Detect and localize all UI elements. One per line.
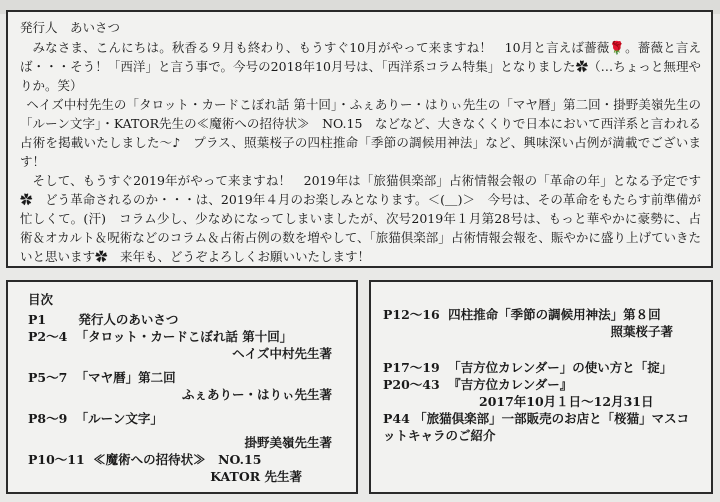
toc-page-range: P20～43 bbox=[383, 377, 440, 392]
table-of-contents-left bbox=[6, 280, 358, 494]
toc-entry-title: 「ルーン文字」 bbox=[75, 411, 163, 426]
toc-entry bbox=[383, 306, 697, 323]
toc-entry bbox=[28, 311, 342, 328]
toc-entry-author: ヘイズ中村先生著 bbox=[232, 346, 332, 361]
toc-entry bbox=[28, 369, 342, 386]
toc-page-range: P1 bbox=[28, 312, 47, 327]
greeting-paragraph-3: そして、もうすぐ2019年がやって来ますね！ 2019年は「旅猫倶楽部」占術情報会報の「革命の年」となる予定です✿ どう革命されるのか・・・は、2019年４月のお楽しみとなります。＜(＿)＞ 今号は、その革命をもたらす前準備が忙しくて。(汗) コラム少し、少なめになってしまいましたが、次号2019年１月第28号は、もっと華やかに豪勢に、占術＆オカルト＆呪術などのコラム＆占術占例の数を増やして、「旅猫倶楽部」占術情報会報を、賑やかに盛り上げていきたいと思います✿ 来年も、どうぞよろしくお願いいたします！ bbox=[20, 173, 701, 264]
greeting-heading: 発行人 あいさつ bbox=[20, 20, 121, 35]
toc-entry-title: 「マヤ暦」第二回 bbox=[75, 370, 176, 385]
toc-entry-title: ≪魔術への招待状≫ NO.15 bbox=[93, 452, 262, 467]
toc-entry bbox=[28, 451, 342, 468]
toc-entry-title: 『吉方位カレンダー』 bbox=[448, 377, 573, 392]
toc-page-range: P12～16 bbox=[383, 307, 440, 322]
toc-page-range: P5～7 bbox=[28, 370, 68, 385]
toc-entry bbox=[383, 410, 697, 444]
toc-entry-title: 「吉方位カレンダー」の使い方と「掟」 bbox=[448, 360, 673, 375]
toc-page-range: P2～4 bbox=[28, 329, 68, 344]
toc-entry-title: 四柱推命「季節の調候用神法」第８回 bbox=[448, 307, 661, 322]
toc-entry-author: 照葉桜子著 bbox=[610, 324, 673, 339]
toc-entry-author: ふぇありー・はりぃ先生著 bbox=[181, 387, 332, 402]
toc-entry bbox=[383, 359, 697, 376]
toc-page-range: P8～9 bbox=[28, 411, 68, 426]
toc-entry-title: 「タロット・カードこぼれ話 第十回」 bbox=[75, 329, 293, 344]
greeting-paragraph-1: みなさま、こんにちは。秋香る９月も終わり、もうすぐ10月がやって来ますね！ 10月と言えば薔薇🌹。薔薇と言えば・・・そう！「西洋」と言う事で。今号の2018年10月号は、「西洋系コラム特集」となりました✿（…ちょっと無理やりか。笑） bbox=[20, 40, 701, 93]
toc-entry bbox=[383, 376, 697, 393]
toc-entry-title: 発行人のあいさつ bbox=[78, 312, 179, 327]
toc-entry bbox=[28, 328, 342, 345]
toc-entry-author: KATOR 先生著 bbox=[210, 469, 302, 484]
toc-entry bbox=[28, 410, 342, 427]
toc-entry-author: 掛野美嶺先生著 bbox=[244, 435, 332, 450]
toc-title: 目次 bbox=[28, 292, 54, 307]
publisher-greeting-box bbox=[6, 10, 713, 268]
toc-entry-title: 「旅猫倶楽部」一部販売のお店と「桜猫」マスコットキャラのご紹介 bbox=[383, 411, 690, 443]
toc-entry-date-range: 2017年10月１日～12月31日 bbox=[479, 394, 654, 409]
toc-page-range: P10～11 bbox=[28, 452, 85, 467]
toc-page-range: P44 bbox=[383, 411, 410, 426]
toc-page-range: P17～19 bbox=[383, 360, 440, 375]
greeting-paragraph-2: ヘイズ中村先生の「タロット・カードこぼれ話 第十回」・ふぇありー・はりぃ先生の「マヤ暦」第二回・掛野美嶺先生の「ルーン文字」・KATOR先生の≪魔術への招待状≫ NO.15 などなど、大きなくくりで日本において西洋系と言われる占術を掲載いたしました～♪ プラス、照葉桜子の四柱推命「季節の調候用神法」など、興味深い占例が満載でございます！ bbox=[20, 97, 701, 169]
table-of-contents-right bbox=[369, 280, 713, 494]
